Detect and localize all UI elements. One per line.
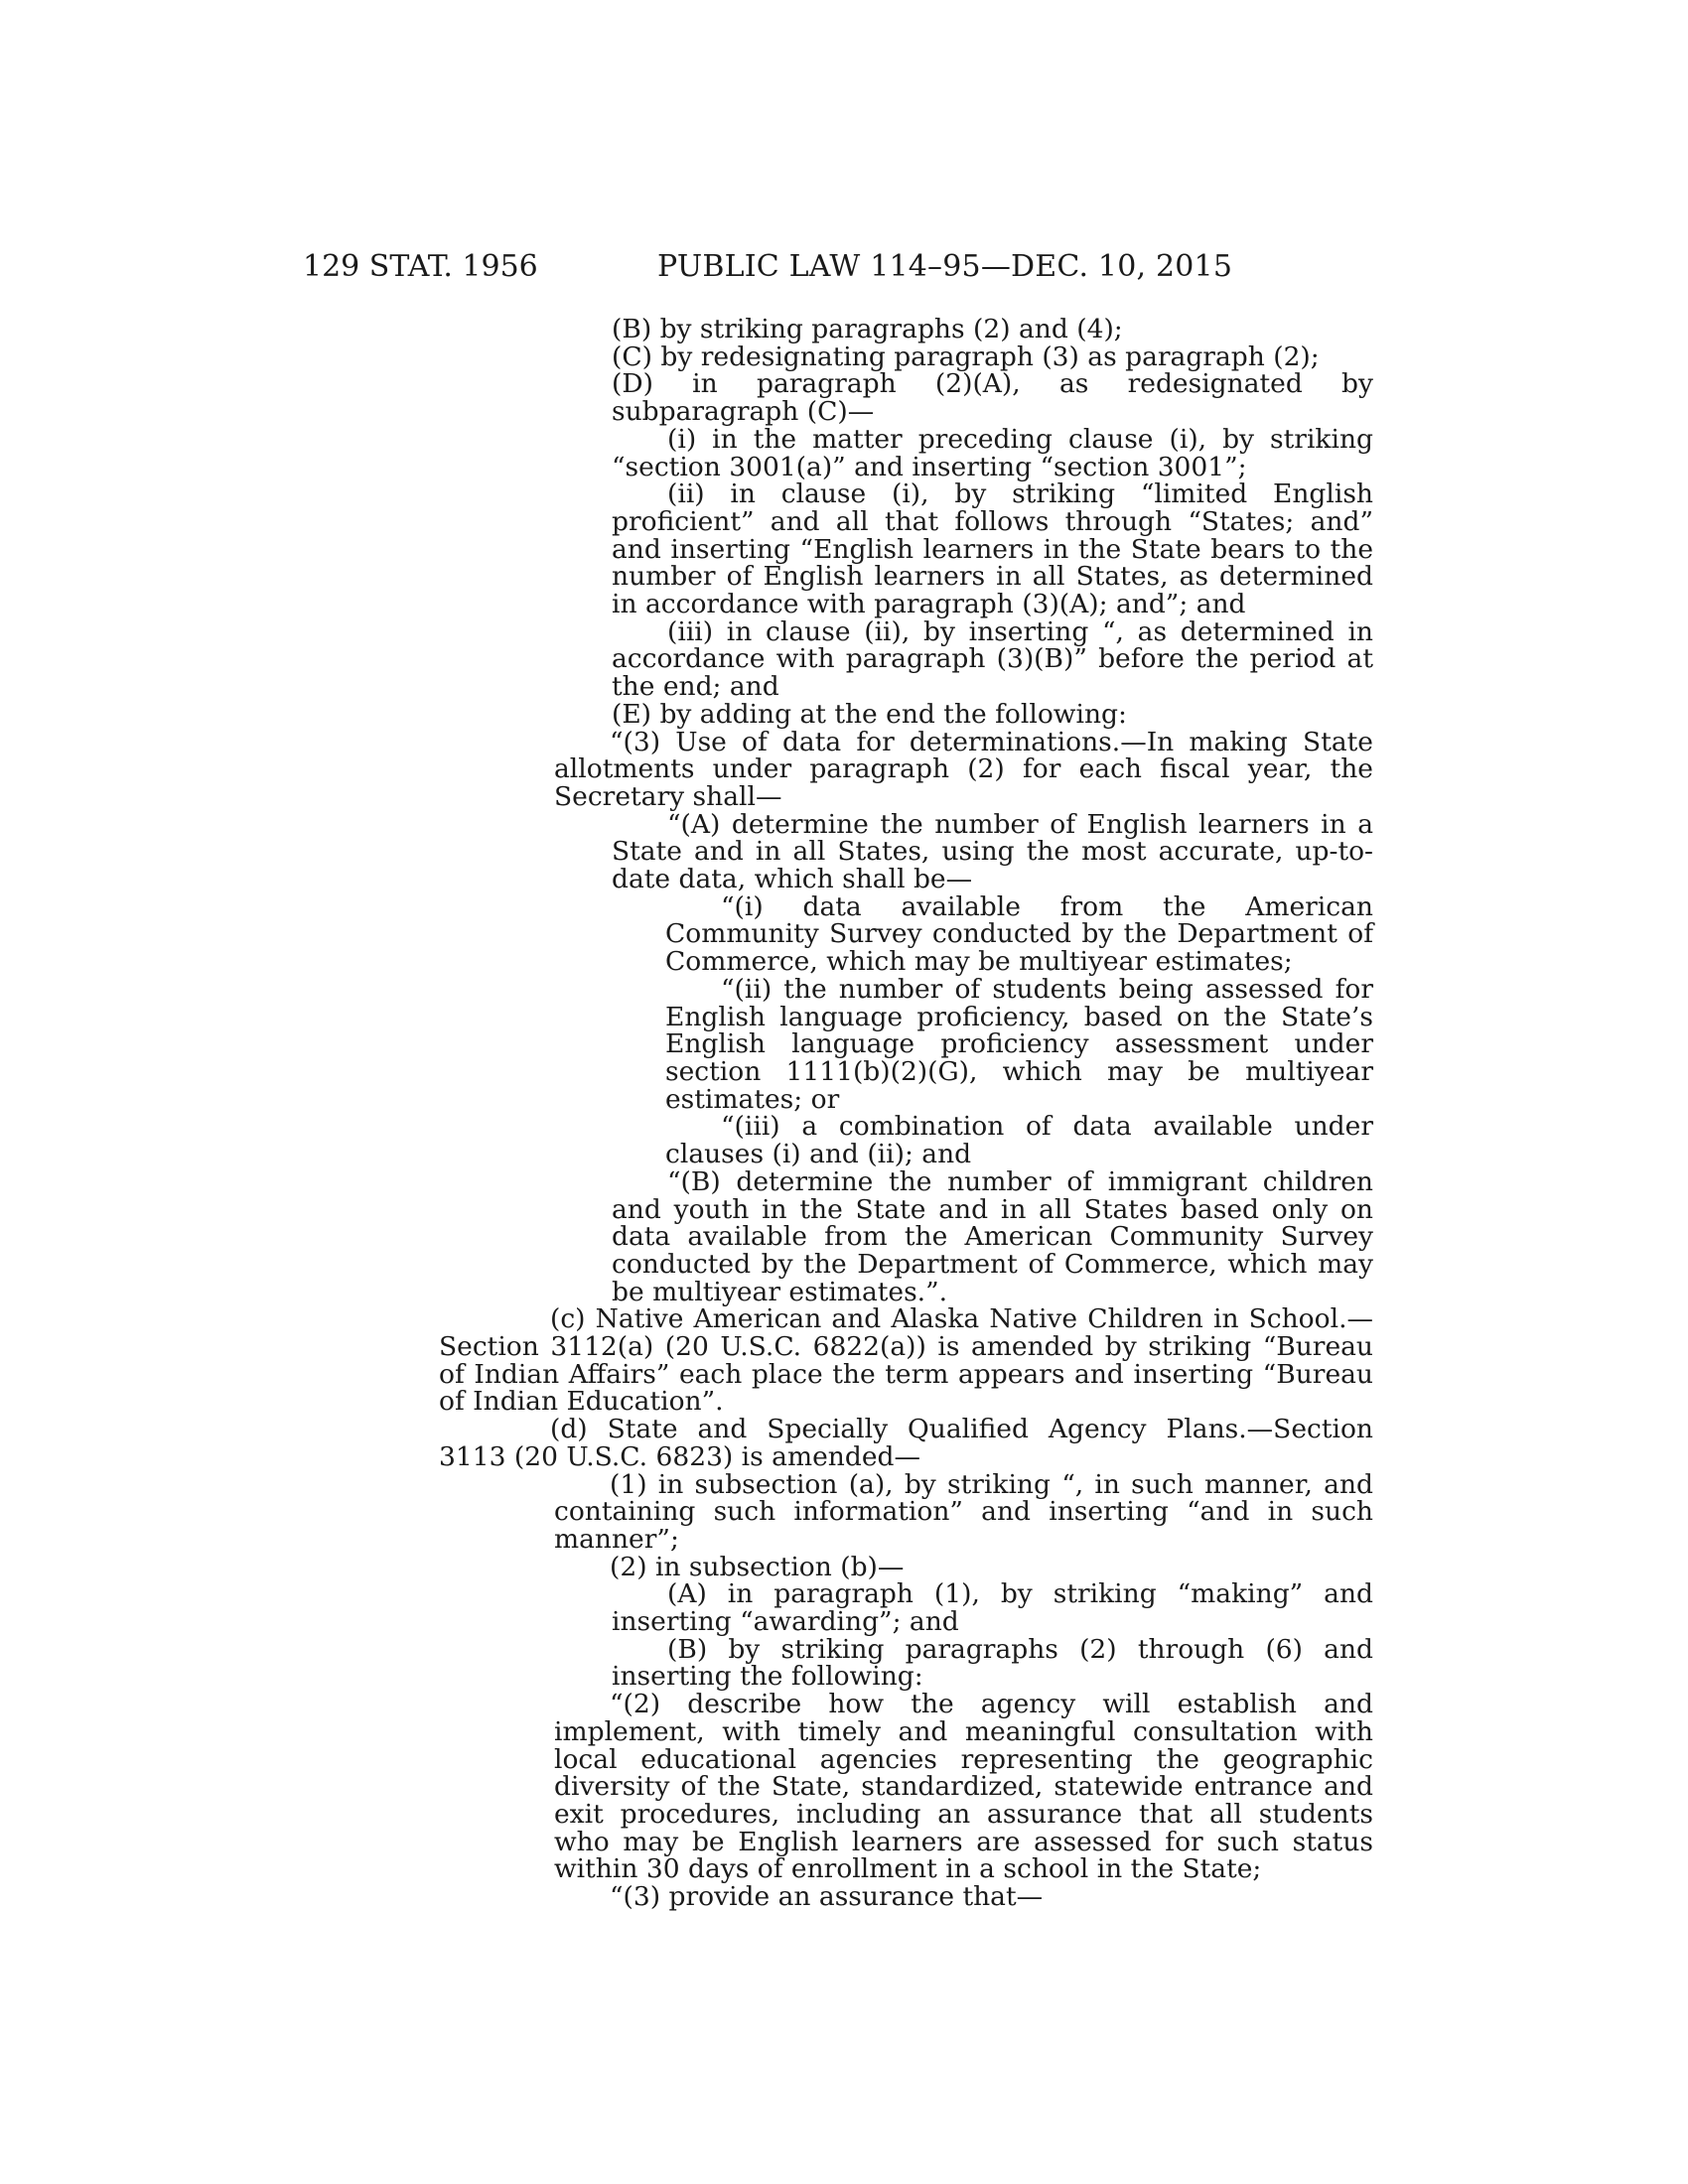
paragraph: (i) in the matter preceding clause (i), by striking “section 3001(a)” and inserting “section 3001”; [612,423,1373,482]
paragraph: “(B) determine the number of immigrant children and youth in the State and in all States based only on data available from the American Community Survey conducted by the Department of Commerce, which may be multiyear estimates.”. [612,1165,1373,1307]
paragraph: (iii) in clause (ii), by inserting “, as determined in accordance with paragraph (3)(B)” before the period at the end; and [612,615,1373,703]
paragraph: (1) in subsection (a), by striking “, in such manner, and containing such information” and inserting “and in such manner”; [554,1468,1373,1555]
paragraph: “(2) describe how the agency will establish and implement, with timely and meaningful consultation with local educational agencies representing the geographic diversity of the State, standardized, statewide entrance and exit procedures, including an assurance that all students who may be English learners are assessed for such status within 30 days of enrollment in a school in the State; [554,1689,1373,1885]
paragraph: (E) by adding at the end the following: [612,698,1127,730]
paragraph: “(i) data available from the American Community Survey conducted by the Department of Commerce, which may be multiyear estimates; [665,890,1373,978]
paragraph: “(A) determine the number of English learners in a State and in all States, using the most accurate, up-to-date data, which shall be— [612,808,1373,895]
paragraph: (d) State and Specially Qualified Agency Plans.—Section 3113 (20 U.S.C. 6823) is amended— [439,1414,1373,1472]
paragraph: (D) in paragraph (2)(A), as redesignated by subparagraph (C)— [612,368,1373,428]
paragraph: “(3) provide an assurance that— [610,1881,1044,1913]
page-number: 129 STAT. 1956 [303,249,538,284]
paragraph: “(iii) a combination of data available under clauses (i) and (ii); and [665,1111,1373,1170]
document-body [439,314,1373,1913]
page-title: PUBLIC LAW 114–95—DEC. 10, 2015 [657,249,1233,284]
paragraph: (2) in subsection (b)— [610,1551,905,1582]
paragraph: “(3) Use of data for determinations.—In making State allotments under paragraph (2) for each fiscal year, the Secretary shall— [554,726,1373,812]
paragraph: (ii) in clause (i), by striking “limited English proficient” and all that follows through “States; and” and inserting “English learners in the State bears to the number of English learners in all States, as determined in accordance with paragraph (3)(A); and”; and [612,478,1373,620]
paragraph: (c) Native American and Alaska Native Children in School.—Section 3112(a) (20 U.S.C. 6822(a)) is amended by striking “Bureau of Indian Affairs” each place the term appears and inserting “Bureau of Indian Education”. [439,1303,1373,1418]
paragraph: (B) by striking paragraphs (2) through (6) and inserting the following: [612,1633,1373,1693]
paragraph: (C) by redesignating paragraph (3) as paragraph (2); [612,341,1320,372]
paragraph: “(ii) the number of students being assessed for English language proficiency, based on the State’s English language proficiency assessment under section 1111(b)(2)(G), which may be multiyear estimates; or [665,973,1373,1115]
paragraph: (B) by striking paragraphs (2) and (4); [612,314,1123,344]
running-header [303,247,1233,287]
paragraph: (A) in paragraph (1), by striking “making” and inserting “awarding”; and [612,1578,1373,1638]
